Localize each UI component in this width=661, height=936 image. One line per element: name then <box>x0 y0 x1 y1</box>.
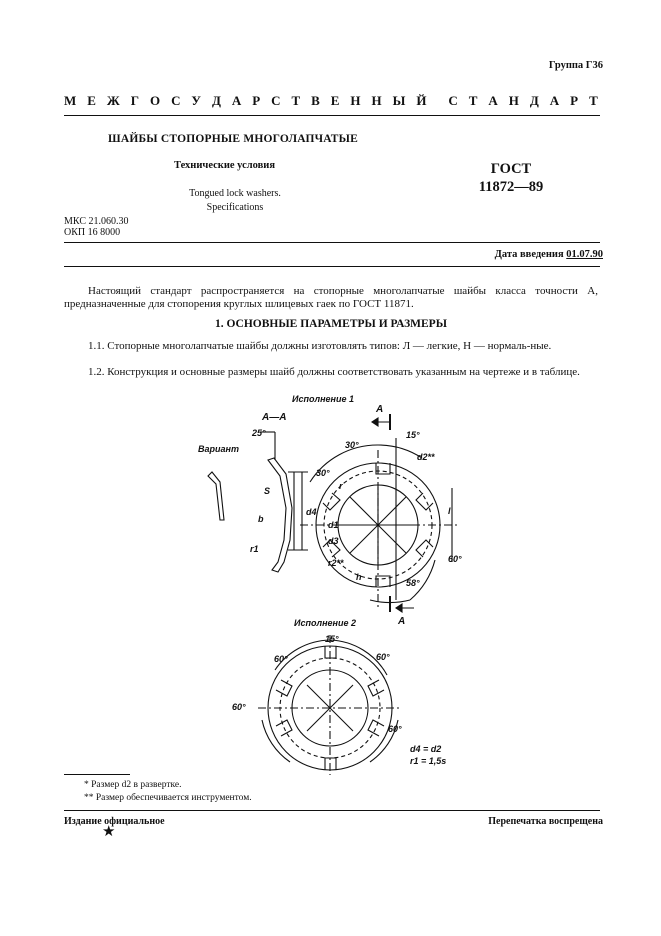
section-label: А—А <box>262 412 287 423</box>
document-title: ШАЙБЫ СТОПОРНЫЕ МНОГОЛАПЧАТЫЕ <box>108 133 358 145</box>
star-icon: ★ <box>102 824 116 840</box>
state-letter: Р <box>252 93 261 108</box>
angle-15-label: 15° <box>406 430 420 440</box>
section-heading: 1. ОСНОВНЫЕ ПАРАМЕТРЫ И РАЗМЕРЫ <box>214 318 448 330</box>
state-letter: Н <box>350 93 361 108</box>
angle-25-label: 25° <box>252 428 266 438</box>
effective-date: Дата введения 01.07.90 <box>494 249 603 260</box>
state-letter: В <box>311 93 320 108</box>
footnote-1: * Размер d2 в развертке. <box>84 780 182 790</box>
angle-30-label-a: 30° <box>345 440 359 450</box>
state-letter: О <box>149 93 161 108</box>
reprint-prohibited-label: Перепечатка воспрещена <box>488 816 603 827</box>
date-underline <box>64 266 600 267</box>
state-letter: Д <box>211 93 221 108</box>
gost-number: ГОСТ 11872—89 <box>478 161 544 195</box>
angle-30-label-b: 30° <box>316 468 330 478</box>
state-letter: Д <box>529 93 539 108</box>
state-letter: Н <box>508 93 519 108</box>
version2-label: Исполнение 2 <box>294 618 356 628</box>
section-profile <box>268 458 292 572</box>
english-title: Tongued lock washers. Specifications <box>189 188 281 213</box>
dim-b-label: b <box>258 514 264 524</box>
dim-l-label: l <box>448 506 451 516</box>
dim-h-label: h <box>356 572 362 582</box>
dim-d4-label: d4 <box>306 507 317 517</box>
state-letter: С <box>271 93 281 108</box>
state-letter: У <box>191 93 201 108</box>
intro-paragraph: Настоящий стандарт распространяется на стопорные многолапчатые шайбы класса точности А, предназначенные для стопорения круглых шлицевых гаек по ГОСТ 11871. <box>64 285 598 310</box>
state-letter: Т <box>468 93 478 108</box>
washer-drawing <box>180 390 500 775</box>
paragraph-1-2: 1.2. Конструкция и основные размеры шайб должны соответствовать указанным на чертеже и в таблице. <box>88 366 580 378</box>
v2-angle-15: 15° <box>325 634 339 644</box>
footer-divider <box>64 810 600 811</box>
version1-label: Исполнение 1 <box>292 394 354 404</box>
classification-codes: МКС 21.060.30 ОКП 16 8000 <box>64 216 129 238</box>
d2-tab-label: d2** <box>417 452 435 462</box>
state-letter: А <box>231 93 242 108</box>
state-letter: Ы <box>392 93 406 108</box>
document-subtitle: Технические условия <box>174 160 276 171</box>
header-divider <box>64 115 600 116</box>
dim-s-label: S <box>264 486 271 496</box>
dim-r1-label: r1 <box>250 544 259 554</box>
codes-divider <box>64 242 600 243</box>
state-letter: Г <box>130 93 139 108</box>
relation-d4-d2: d4 = d2 <box>410 744 442 754</box>
group-label: Группа Г36 <box>548 60 603 71</box>
variant-profile <box>208 472 224 520</box>
arrow-a-top: А <box>376 404 384 415</box>
state-letter: Е <box>330 93 340 108</box>
dim-d1-label: d1 <box>328 520 339 530</box>
v2-angle-60-b: 60° <box>376 652 390 662</box>
paragraph-1-1: 1.1. Стопорные многолапчатые шайбы должны изготовлять типов: Л — легкие, Н — нормаль-ные. <box>88 340 552 352</box>
state-standard-banner <box>64 93 598 109</box>
state-letter: С <box>171 93 181 108</box>
state-letter: М <box>64 93 77 108</box>
arrow-a-bottom: А <box>398 616 406 627</box>
v2-angle-60-a: 60° <box>274 654 288 664</box>
state-letter: А <box>488 93 498 108</box>
angle-60-label: 60° <box>448 554 462 564</box>
footnote-divider <box>64 774 130 775</box>
version1-washer <box>300 438 460 610</box>
state-letter: Н <box>371 93 382 108</box>
state-letter: Т <box>291 93 301 108</box>
official-edition-label: Издание официальное <box>64 816 165 827</box>
v2-angle-60-c: 60° <box>232 702 246 712</box>
dim-d3-label: d3 <box>328 536 339 546</box>
dim-r-label: r <box>339 481 343 491</box>
state-letter: Ж <box>106 93 120 108</box>
dim-r2-label: r2** <box>328 558 344 568</box>
state-letter: Е <box>87 93 96 108</box>
relation-r1-s: r1 = 1,5s <box>410 756 447 766</box>
angle-58-label: 58° <box>406 578 420 588</box>
state-letter: Т <box>589 93 598 108</box>
state-letter: А <box>549 93 560 108</box>
footnote-2: ** Размер обеспечивается инструментом. <box>84 793 252 803</box>
state-letter: Й <box>416 93 427 108</box>
state-letter: С <box>448 93 458 108</box>
variant-label: Вариант <box>198 444 239 454</box>
v2-angle-60-d: 60° <box>388 724 402 734</box>
state-letter: Р <box>570 93 579 108</box>
